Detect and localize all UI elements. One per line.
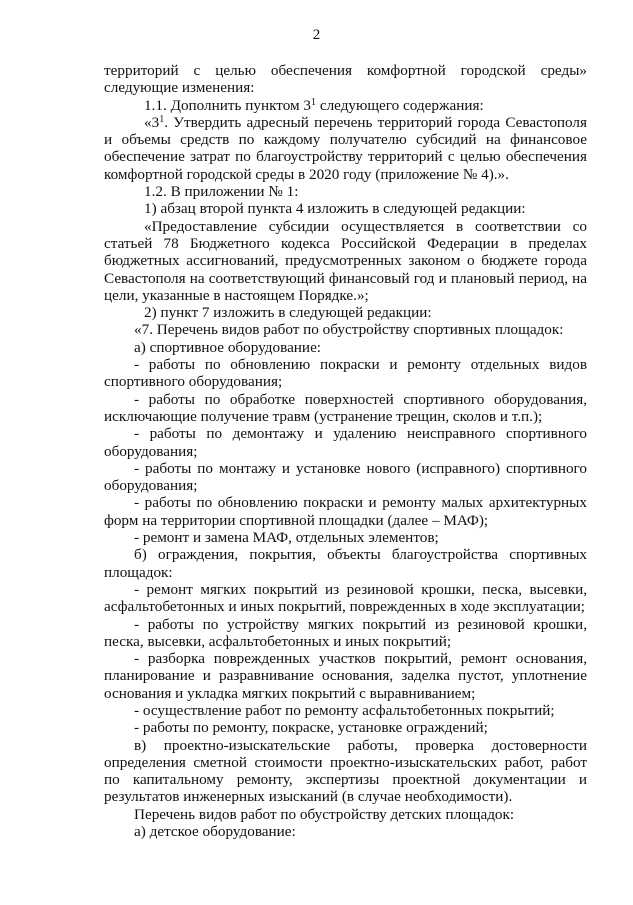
document-body — [104, 62, 587, 840]
paragraph-text: «Предоставление субсидии осуществляется в соответствии со статьей 78 Бюджетного кодекса Российской Федерации в пределах бюджетных ассигнований, предусмотренных законом о бюджете города Севастополя на соответствующий финансовый год и плановый период, на цели, указанные в настоящем Порядке.»; — [104, 217, 587, 304]
paragraph — [104, 114, 587, 183]
paragraph — [104, 356, 587, 391]
paragraph — [104, 321, 587, 338]
paragraph-text: 1.2. В приложении № 1: — [144, 183, 299, 201]
paragraph — [104, 183, 587, 200]
paragraph-text: Перечень видов работ по обустройству детских площадок: — [134, 805, 515, 823]
paragraph-text: - работы по обновлению покраски и ремонту отдельных видов спортивного оборудования; — [104, 356, 587, 391]
paragraph — [104, 339, 587, 356]
paragraph-text: - ремонт мягких покрытий из резиновой крошки, песка, высевки, асфальтобетонных и иных покрытий, поврежденных в ходе эксплуатации; — [104, 580, 587, 616]
paragraph-text-continued: . Утвердить адресный перечень территорий города Севастополя и объемы средств по каждому получателю субсидий на финансовое обеспечение затрат по благоустройству территорий с целью обеспечения комфортной городской среды в 2020 году (приложение № 4).». — [104, 113, 587, 183]
superscript: 1 — [311, 96, 317, 108]
paragraph-text-continued: следующего содержания: — [316, 96, 484, 114]
paragraph-text: - разборка поврежденных участков покрытий, ремонт основания, планирование и разравнивание основания, заделка пустот, уплотнение основания и укладка мягких покрытий с выравниванием; — [104, 650, 587, 702]
paragraph-text: - работы по обработке поверхностей спортивного оборудования, исключающие получение травм (устранение трещин, сколов и т.п.); — [104, 390, 587, 425]
paragraph — [104, 97, 587, 114]
paragraph — [104, 616, 587, 651]
paragraph-text: 2) пункт 7 изложить в следующей редакции: — [144, 304, 432, 322]
paragraph-text: - работы по демонтажу и удалению неисправного спортивного оборудования; — [104, 425, 587, 460]
paragraph — [104, 200, 587, 217]
paragraph — [104, 806, 587, 823]
paragraph-text: а) спортивное оборудование: — [134, 338, 322, 356]
paragraph — [104, 650, 587, 702]
paragraph-text: - работы по монтажу и установке нового (исправного) спортивного оборудования; — [104, 459, 587, 495]
paragraph-text: территорий с целью обеспечения комфортной городской среды» следующие изменения: — [104, 62, 587, 97]
paragraph — [104, 581, 587, 616]
paragraph-text: а) детское оборудование: — [134, 823, 296, 841]
paragraph-text: в) проектно-изыскательские работы, проверка достоверности определения сметной стоимости проектно-изыскательских работ, работ по капитальному ремонту, экспертизы проектной документации и результатов инженерных изысканий (в случае необходимости). — [104, 736, 587, 806]
paragraph-text: - работы по обновлению покраски и ремонту малых архитектурных форм на территории спортивной площадки (далее – МАФ); — [104, 494, 587, 529]
paragraph — [104, 460, 587, 495]
paragraph — [104, 391, 587, 426]
paragraph-text: 1.1. Дополнить пунктом 3 — [144, 96, 312, 114]
paragraph — [104, 546, 587, 581]
paragraph-text: - работы по устройству мягких покрытий из резиновой крошки, песка, высевки, асфальтобетонных и иных покрытий; — [104, 615, 587, 650]
paragraph — [104, 62, 587, 97]
paragraph — [104, 494, 587, 529]
paragraph-text: 1) абзац второй пункта 4 изложить в следующей редакции: — [144, 200, 526, 218]
paragraph — [104, 218, 587, 304]
page-number: 2 — [312, 27, 321, 43]
paragraph-text: - ремонт и замена МАФ, отдельных элементов; — [134, 529, 439, 547]
paragraph-text: «3 — [144, 113, 160, 131]
paragraph — [104, 719, 587, 736]
paragraph — [104, 425, 587, 460]
paragraph — [104, 737, 587, 806]
paragraph — [104, 823, 587, 840]
paragraph-text: б) ограждения, покрытия, объекты благоустройства спортивных площадок: — [104, 546, 587, 581]
paragraph-text: - работы по ремонту, покраске, установке ограждений; — [134, 719, 488, 737]
paragraph — [104, 702, 587, 719]
paragraph — [104, 529, 587, 546]
superscript: 1 — [159, 113, 165, 125]
paragraph-text: «7. Перечень видов работ по обустройству спортивных площадок: — [134, 321, 564, 339]
paragraph-text: - осуществление работ по ремонту асфальтобетонных покрытий; — [134, 701, 555, 719]
paragraph — [104, 304, 587, 321]
